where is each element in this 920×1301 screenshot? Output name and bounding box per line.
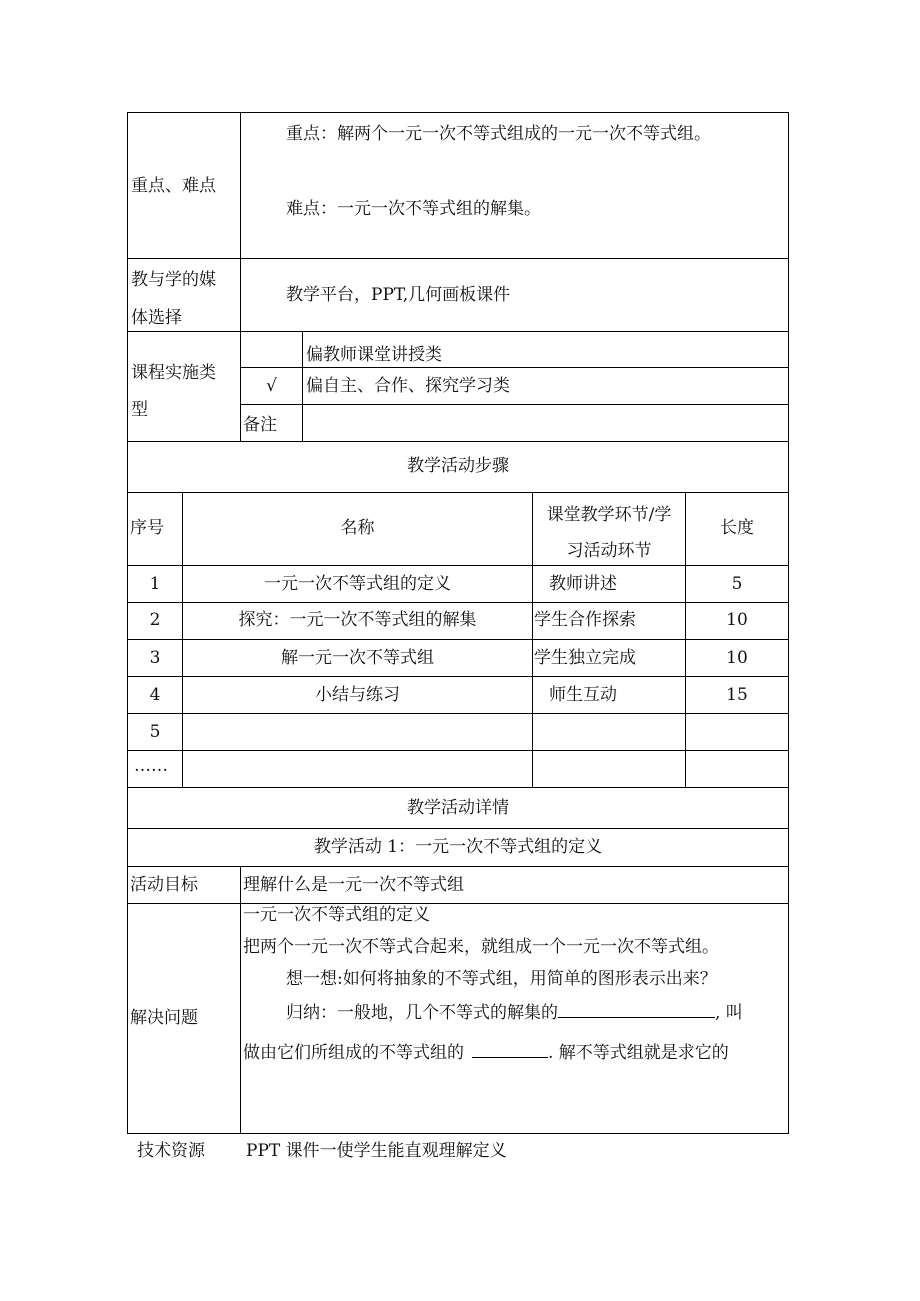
option-check-2: √: [266, 376, 277, 396]
problem-line-5-text: 做由它们所组成的不等式组的: [243, 1043, 464, 1063]
media-label-line1: 教与学的媒: [131, 270, 216, 290]
header-no: 序号: [130, 518, 164, 538]
media-value: 教学平台，PPT,几何画板课件: [286, 285, 511, 305]
row-4-stage: 师生互动: [549, 685, 617, 705]
activity-title: 教学活动 1：一元一次不等式组的定义: [313, 837, 603, 857]
header-name: 名称: [340, 518, 375, 538]
problem-line-3: 想一想:如何将抽象的不等式组，用简单的图形表示出来？: [286, 969, 717, 989]
header-length: 长度: [720, 518, 754, 538]
goal-label: 活动目标: [130, 875, 198, 895]
footer-value: PPT 课件一使学生能直观理解定义: [246, 1141, 507, 1161]
row-2-name: 探究：一元一次不等式组的解集: [238, 610, 477, 630]
row-2-stage: 学生合作探索: [534, 610, 636, 630]
course-type-label-line2: 型: [131, 400, 148, 420]
problem-line-4-text: 归纳：一般地，几个不等式的解集的: [286, 1003, 558, 1023]
footer-label: 技术资源: [137, 1141, 205, 1161]
row-4-no: 4: [149, 685, 161, 705]
problem-line-4-tail: , 叫: [715, 1003, 743, 1023]
header-stage-line2: 习活动环节: [566, 541, 652, 561]
header-stage-line1: 课堂教学环节/学: [546, 505, 672, 525]
row-3-length: 10: [726, 648, 748, 668]
key-point-text: 重点：解两个一元一次不等式组成的一元一次不等式组。: [286, 124, 711, 144]
remark-label: 备注: [243, 415, 277, 435]
difficulty-text: 难点：一元一次不等式组的解集。: [286, 199, 541, 219]
steps-title: 教学活动步骤: [407, 456, 509, 476]
row-1-no: 1: [149, 574, 161, 594]
row-4-length: 15: [726, 685, 748, 705]
problem-line-5: [243, 1043, 729, 1062]
problem-line-1: 一元一次不等式组的定义: [243, 905, 430, 925]
row-3-no: 3: [149, 648, 161, 668]
problem-line-5-tail: . 解不等式组就是求它的: [548, 1043, 729, 1063]
option-text-1: 偏教师课堂讲授类: [306, 345, 442, 365]
key-points-label: 重点、难点: [131, 176, 216, 196]
blank-solution-set: [558, 1003, 715, 1018]
problem-label: 解决问题: [130, 1008, 198, 1028]
row-3-name: 解一元一次不等式组: [281, 648, 434, 668]
row-6-no: ……: [134, 756, 168, 776]
row-1-length: 5: [731, 574, 743, 594]
row-3-stage: 学生独立完成: [534, 648, 636, 668]
row-1-name: 一元一次不等式组的定义: [264, 574, 451, 594]
row-5-no: 5: [149, 722, 161, 742]
blank-system-name: [472, 1043, 548, 1058]
row-1-stage: 教师讲述: [549, 574, 617, 594]
media-label-line2: 体选择: [131, 308, 182, 328]
problem-line-4: [286, 1003, 743, 1022]
row-4-name: 小结与练习: [315, 685, 400, 705]
course-type-label-line1: 课程实施类: [131, 363, 216, 383]
goal-value: 理解什么是一元一次不等式组: [243, 875, 464, 895]
details-title: 教学活动详情: [407, 798, 509, 818]
row-2-length: 10: [726, 610, 748, 630]
row-2-no: 2: [149, 610, 161, 630]
option-text-2: 偏自主、合作、探究学习类: [306, 376, 510, 396]
problem-line-2: 把两个一元一次不等式合起来，就组成一个一元一次不等式组。: [243, 937, 719, 957]
